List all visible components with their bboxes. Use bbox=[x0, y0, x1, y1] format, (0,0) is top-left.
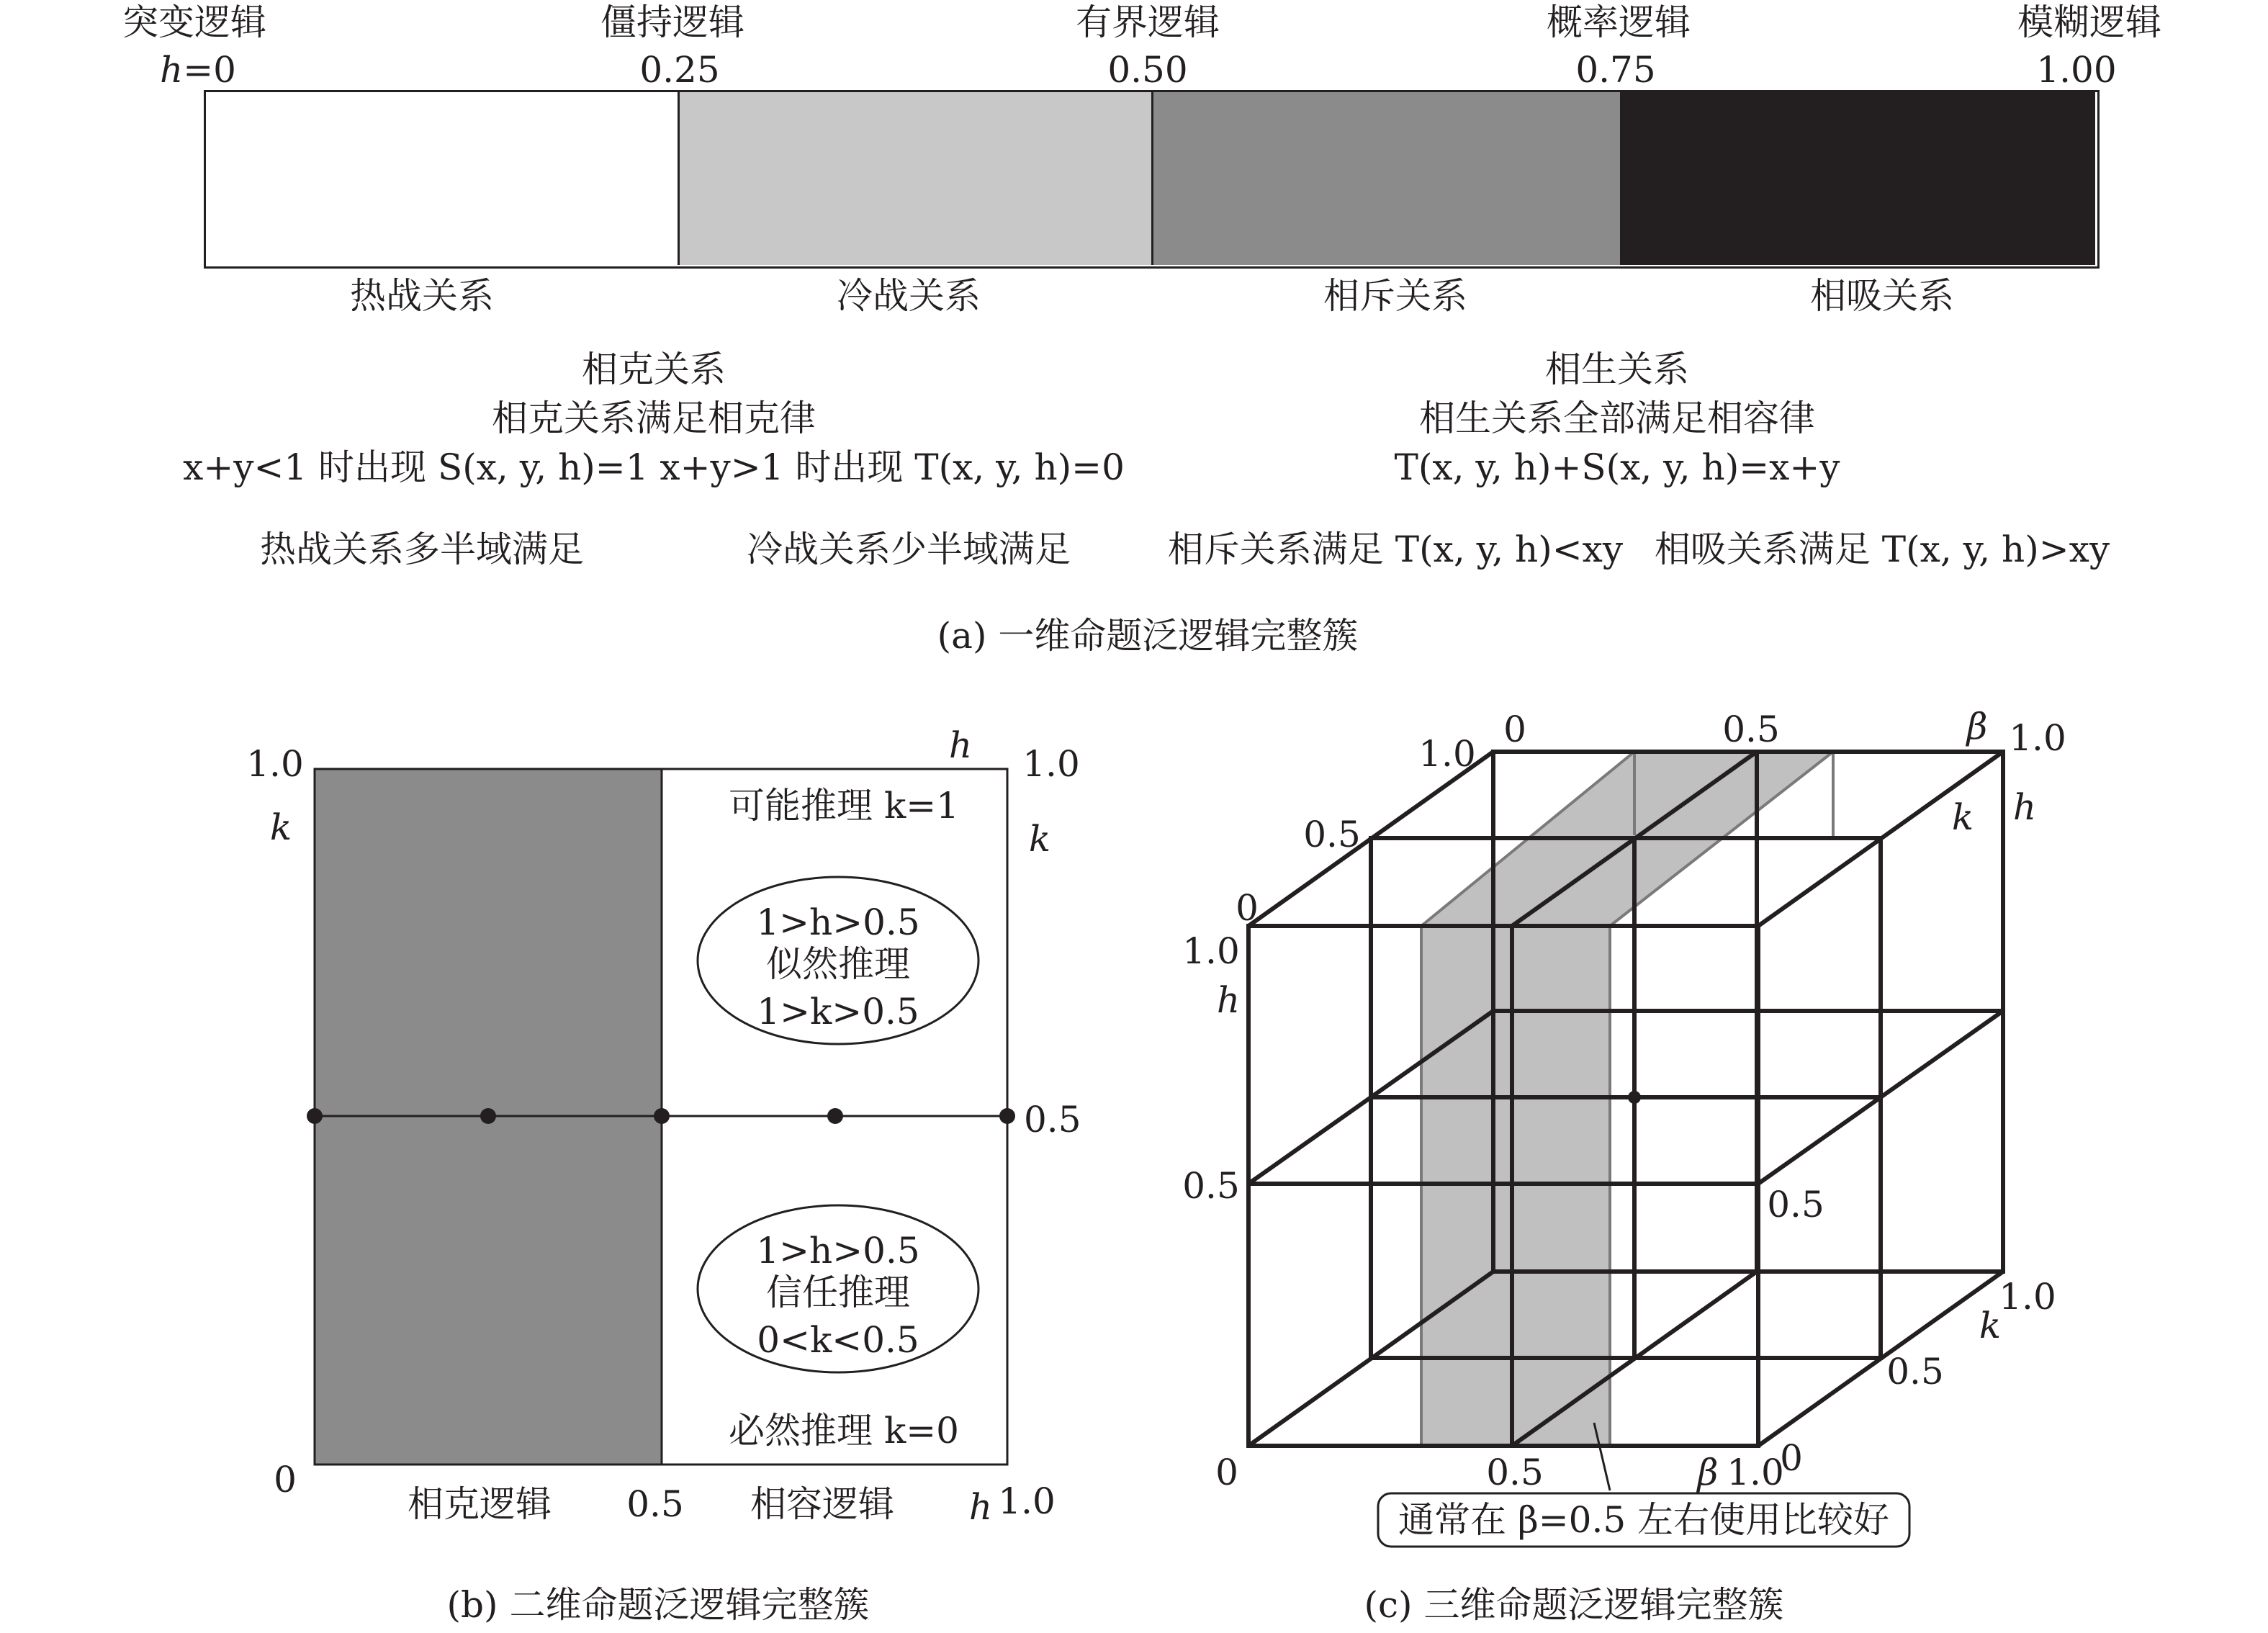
ellipse-top-line2: 似然推理 bbox=[766, 943, 910, 985]
scale-label-bounded: 有界逻辑 bbox=[1076, 1, 1220, 43]
ellipse-top-line3: 1>k>0.5 bbox=[757, 991, 919, 1033]
callout-text: 通常在 β=0.5 左右使用比较好 bbox=[1398, 1499, 1890, 1541]
scale-label-catastrophe: 突变逻辑 bbox=[122, 1, 266, 43]
h-left-half: 0.5 bbox=[1182, 1165, 1240, 1207]
x-end-value: 1.0 bbox=[998, 1480, 1056, 1522]
h-top-label: h bbox=[2012, 786, 2037, 828]
condition-repulsion: 相斥关系满足 T(x, y, h)<xy bbox=[1167, 528, 1624, 570]
beta-half-value: 0.5 bbox=[1486, 1452, 1544, 1493]
condition-hot-war: 热战关系多半域满足 bbox=[260, 528, 584, 570]
left-region-label: 相克逻辑 bbox=[408, 1483, 552, 1525]
h-value-100: 1.00 bbox=[2036, 49, 2117, 91]
back-top-half: 0.5 bbox=[1722, 708, 1780, 750]
right-region-label: 相容逻辑 bbox=[750, 1483, 894, 1525]
cube-center-point bbox=[1628, 1091, 1641, 1104]
k-right-label: k bbox=[1979, 1305, 2002, 1346]
back-top-right-value: 1.0 bbox=[2009, 717, 2066, 759]
left-group-rule: 相克关系满足相克律 bbox=[492, 397, 816, 439]
grid-point bbox=[654, 1108, 670, 1124]
cube-origin: 0 bbox=[1215, 1452, 1238, 1493]
k-right-half: 0.5 bbox=[1886, 1351, 1944, 1393]
segment-label-hot-war: 热战关系 bbox=[350, 275, 494, 317]
condition-cold-war: 冷战关系少半域满足 bbox=[747, 528, 1071, 570]
axis-k-top-value: 1.0 bbox=[246, 743, 304, 785]
caption-a: (a) 一维命题泛逻辑完整簇 bbox=[937, 615, 1359, 657]
left-group-formula: x+y<1 时出现 S(x, y, h)=1 x+y>1 时出现 T(x, y, h)=0 bbox=[183, 446, 1125, 488]
right-group-formula: T(x, y, h)+S(x, y, h)=x+y bbox=[1394, 446, 1840, 488]
right-mid-value: 0.5 bbox=[1024, 1099, 1081, 1141]
h-value-075: 0.75 bbox=[1575, 49, 1656, 91]
scale-label-fuzzy: 模糊逻辑 bbox=[2017, 1, 2161, 43]
grid-point bbox=[307, 1108, 323, 1124]
beta-end-value: 1.0 bbox=[1727, 1452, 1784, 1493]
k-right-zero: 0 bbox=[1780, 1437, 1803, 1479]
beta-axis-label: β bbox=[1697, 1452, 1719, 1493]
h-value-050: 0.50 bbox=[1107, 49, 1188, 91]
h-left-top-value: 1.0 bbox=[1182, 930, 1240, 972]
back-top-zero: 0 bbox=[1503, 708, 1526, 750]
x-mid-value: 0.5 bbox=[626, 1483, 684, 1525]
k-top-label: k bbox=[1951, 796, 1974, 838]
ellipse-bottom-line2: 信任推理 bbox=[766, 1272, 910, 1313]
beta-top-label: β bbox=[1966, 706, 1988, 747]
right-group-title: 相生关系 bbox=[1545, 348, 1689, 390]
k-mid-half: 0.5 bbox=[1303, 814, 1361, 855]
x-h-label: h bbox=[968, 1486, 993, 1528]
origin-value: 0 bbox=[274, 1459, 297, 1501]
scale-label-probability: 概率逻辑 bbox=[1547, 1, 1691, 43]
segment-label-cold-war: 冷战关系 bbox=[837, 275, 981, 317]
k-zero: 0 bbox=[1236, 887, 1259, 929]
front-right-half: 0.5 bbox=[1767, 1184, 1824, 1225]
ellipse-bottom-line1: 1>h>0.5 bbox=[756, 1230, 920, 1272]
ellipse-top-line1: 1>h>0.5 bbox=[756, 901, 920, 943]
necessary-reasoning: 必然推理 k=0 bbox=[729, 1410, 959, 1452]
right-k-label: k bbox=[1028, 818, 1051, 860]
axis-h-label-top: h bbox=[948, 724, 973, 766]
right-group-rule: 相生关系全部满足相容律 bbox=[1419, 397, 1815, 439]
caption-b: (b) 二维命题泛逻辑完整簇 bbox=[446, 1584, 870, 1626]
condition-attraction: 相吸关系满足 T(x, y, h)>xy bbox=[1654, 528, 2110, 570]
segment-label-repulsion: 相斥关系 bbox=[1323, 275, 1467, 317]
back-top-left-value: 1.0 bbox=[1418, 733, 1476, 775]
grid-point bbox=[999, 1108, 1015, 1124]
h-value-0: h=0 bbox=[160, 49, 236, 91]
h-left-label: h bbox=[1216, 979, 1241, 1021]
scale-label-deadlock: 僵持逻辑 bbox=[600, 1, 744, 43]
caption-c: (c) 三维命题泛逻辑完整簇 bbox=[1364, 1584, 1784, 1626]
right-top-value: 1.0 bbox=[1022, 743, 1080, 785]
ellipse-bottom-line3: 0<k<0.5 bbox=[757, 1319, 919, 1361]
segment-label-attraction: 相吸关系 bbox=[1810, 275, 1954, 317]
k-right-one: 1.0 bbox=[1999, 1276, 2056, 1318]
axis-k-label: k bbox=[269, 806, 292, 848]
grid-point bbox=[480, 1108, 496, 1124]
left-group-title: 相克关系 bbox=[582, 348, 726, 390]
grid-point bbox=[827, 1108, 843, 1124]
h-value-025: 0.25 bbox=[639, 49, 720, 91]
possible-reasoning: 可能推理 k=1 bbox=[729, 785, 959, 827]
